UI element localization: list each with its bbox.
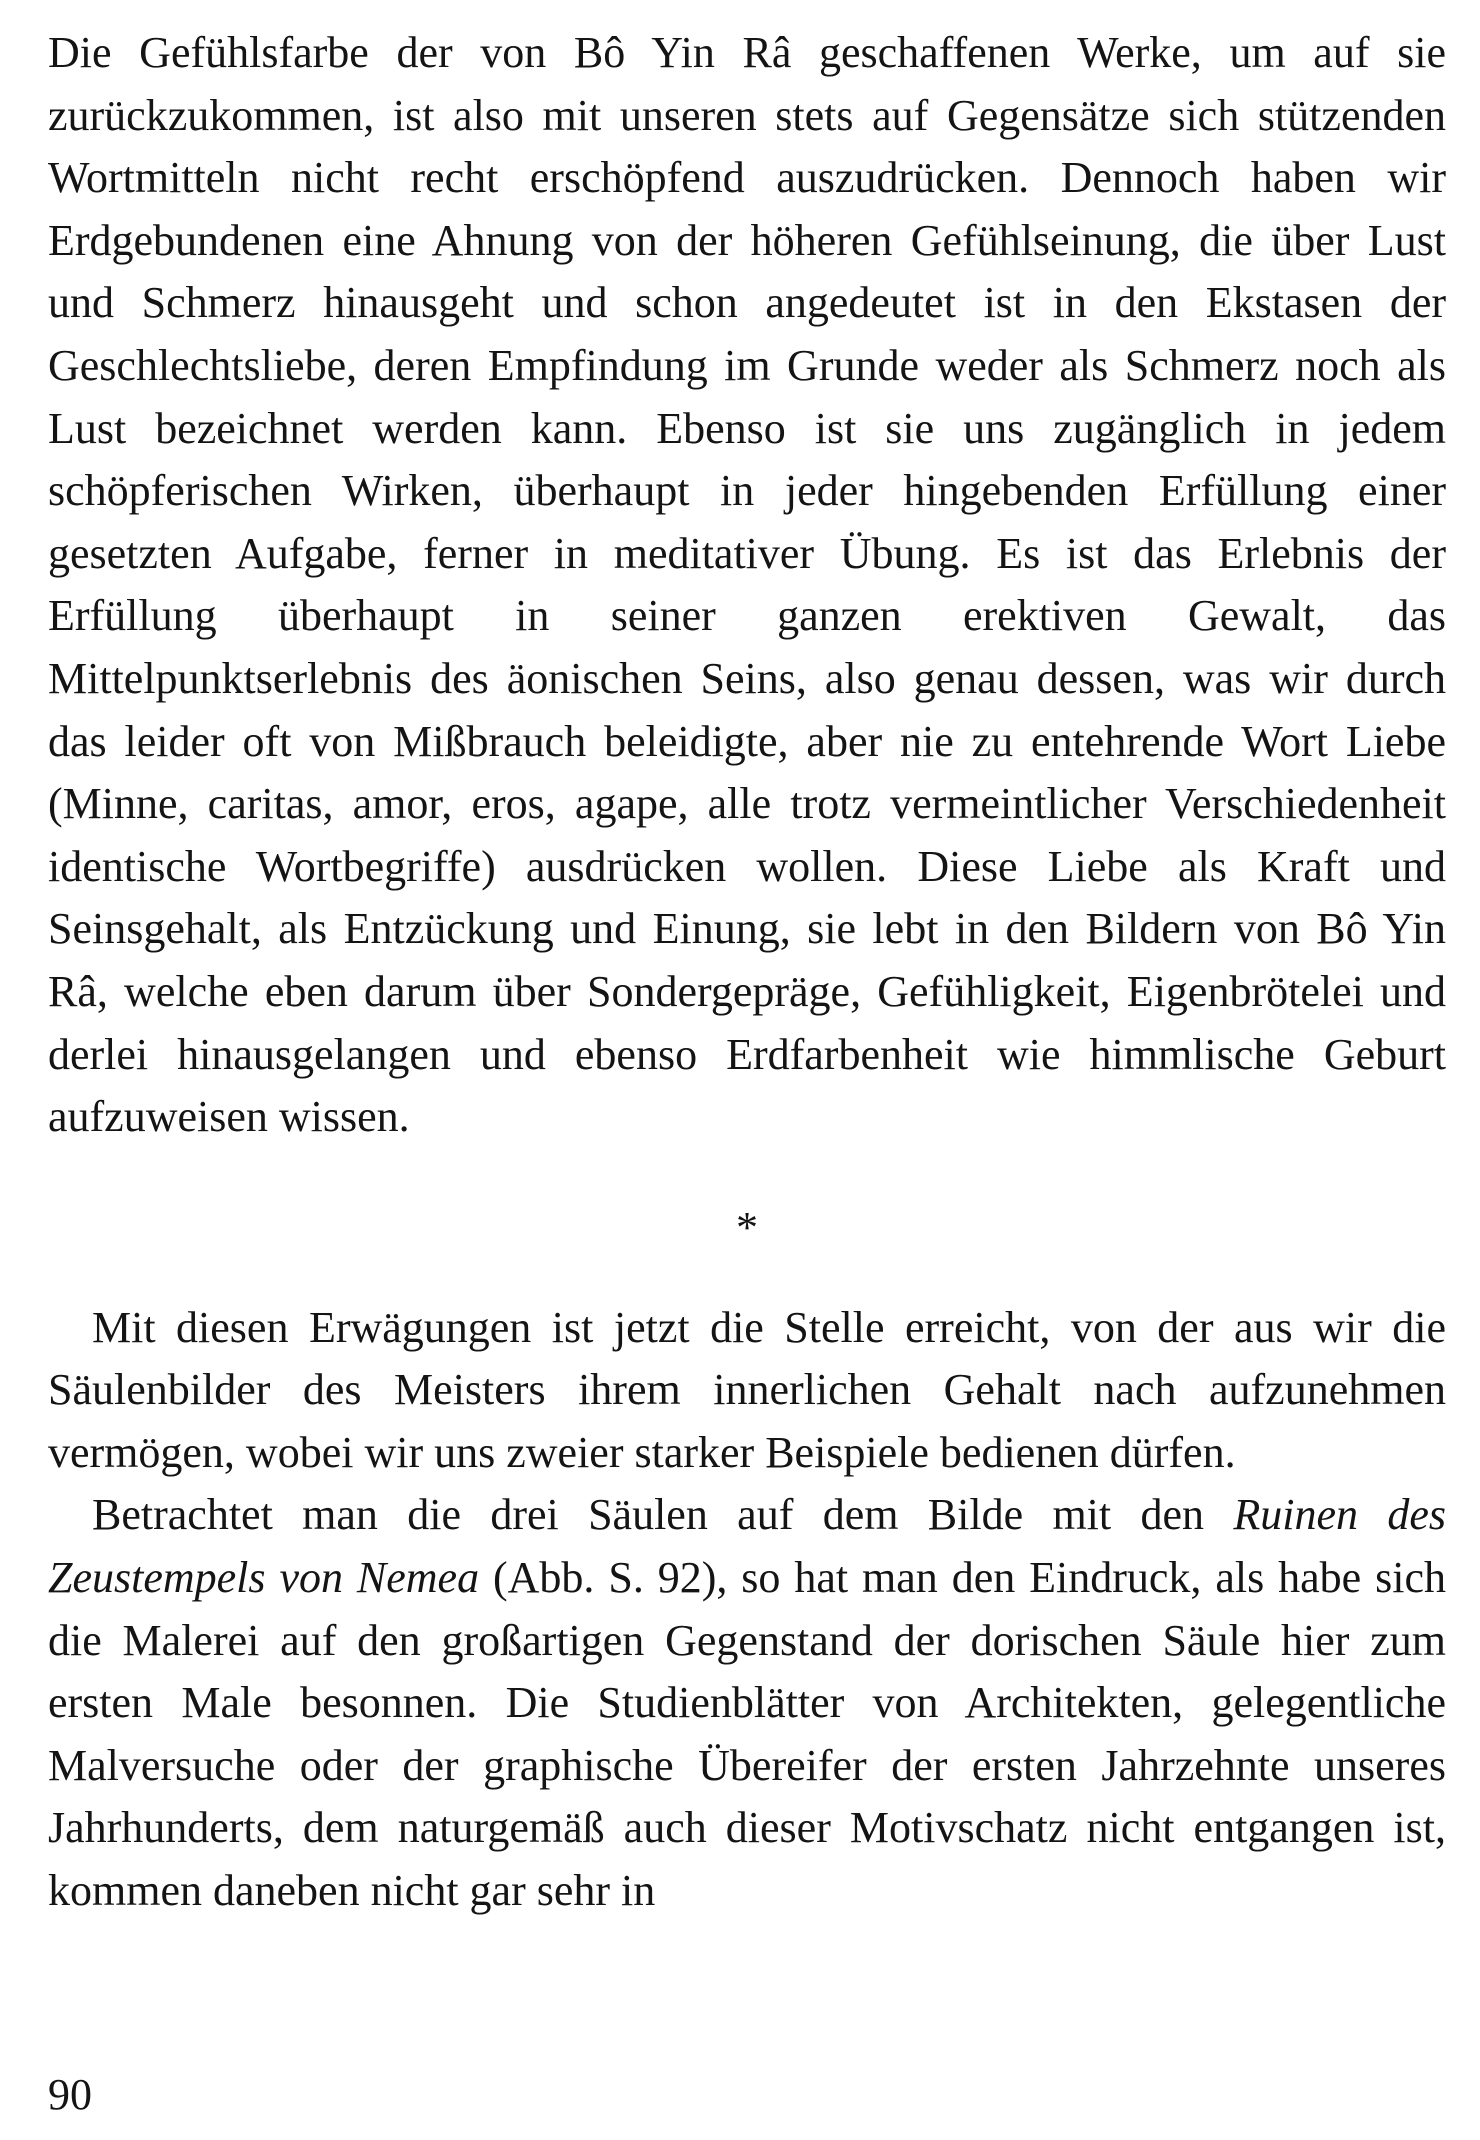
artwork-title: Ruinen des Zeustempels von Nemea: [48, 1490, 1446, 1603]
paragraph-3: [48, 1484, 1446, 1922]
section-separator: *: [736, 1202, 758, 1252]
page-body: [48, 22, 1446, 1923]
paragraph-2: Mit diesen Erwägungen ist jetzt die Stelle erreicht, von der aus wir die Säulenbilder des Meisters ihrem innerlichen Gehalt nach aufzunehmen vermögen, wobei wir uns zweier starker Beispiele bedienen dürfen.: [48, 1302, 1446, 1477]
page-number: 90: [48, 2070, 92, 2119]
paragraph-3-text-end: (Abb. S. 92), so hat man den Eindruck, als habe sich die Malerei auf den großartigen Gegenstand der dorischen Säule hier zum ersten Male besonnen. Die Studienblätter von Architekten, gelegentliche Malversuche oder der graphische Übereifer der ersten Jahrzehnte unseres Jahrhunderts, dem naturgemäß auch dieser Motivschatz nicht entgangen ist, kommen daneben nicht gar sehr in: [48, 1553, 1446, 1916]
paragraph-3-text-start: Betrachtet man die drei Säulen auf dem Bilde mit den: [92, 1490, 1234, 1540]
paragraph-1: Die Gefühlsfarbe der von Bô Yin Râ geschaffenen Werke, um auf sie zurückzukommen, ist also mit unseren stets auf Gegensätze sich stützenden Wortmitteln nicht recht erschöpfend auszudrücken. Dennoch haben wir Erdgebundenen eine Ahnung von der höheren Gefühlseinung, die über Lust und Schmerz hinausgeht und schon angedeutet ist in den Ekstasen der Geschlechtsliebe, deren Empfindung im Grunde weder als Schmerz noch als Lust bezeichnet werden kann. Ebenso ist sie uns zugänglich in jedem schöpferischen Wirken, überhaupt in jeder hingebenden Erfüllung einer gesetzten Aufgabe, ferner in meditativer Übung. Es ist das Erlebnis der Erfüllung überhaupt in seiner ganzen erektiven Gewalt, das Mittelpunktserlebnis des äonischen Seins, also genau dessen, was wir durch das leider oft von Mißbrauch beleidigte, aber nie zu entehrende Wort Liebe (Minne, caritas, amor, eros, agape, alle trotz vermeintlicher Verschiedenheit identische Wortbegriffe) ausdrücken wollen. Diese Liebe als Kraft und Seinsgehalt, als Entzückung und Einung, sie lebt in den Bildern von Bô Yin Râ, welche eben darum über Sondergepräge, Gefühligkeit, Eigenbrötelei und derlei hinausgelangen und ebenso Erdfarbenheit wie himmlische Geburt aufzuweisen wissen.: [48, 28, 1446, 1142]
